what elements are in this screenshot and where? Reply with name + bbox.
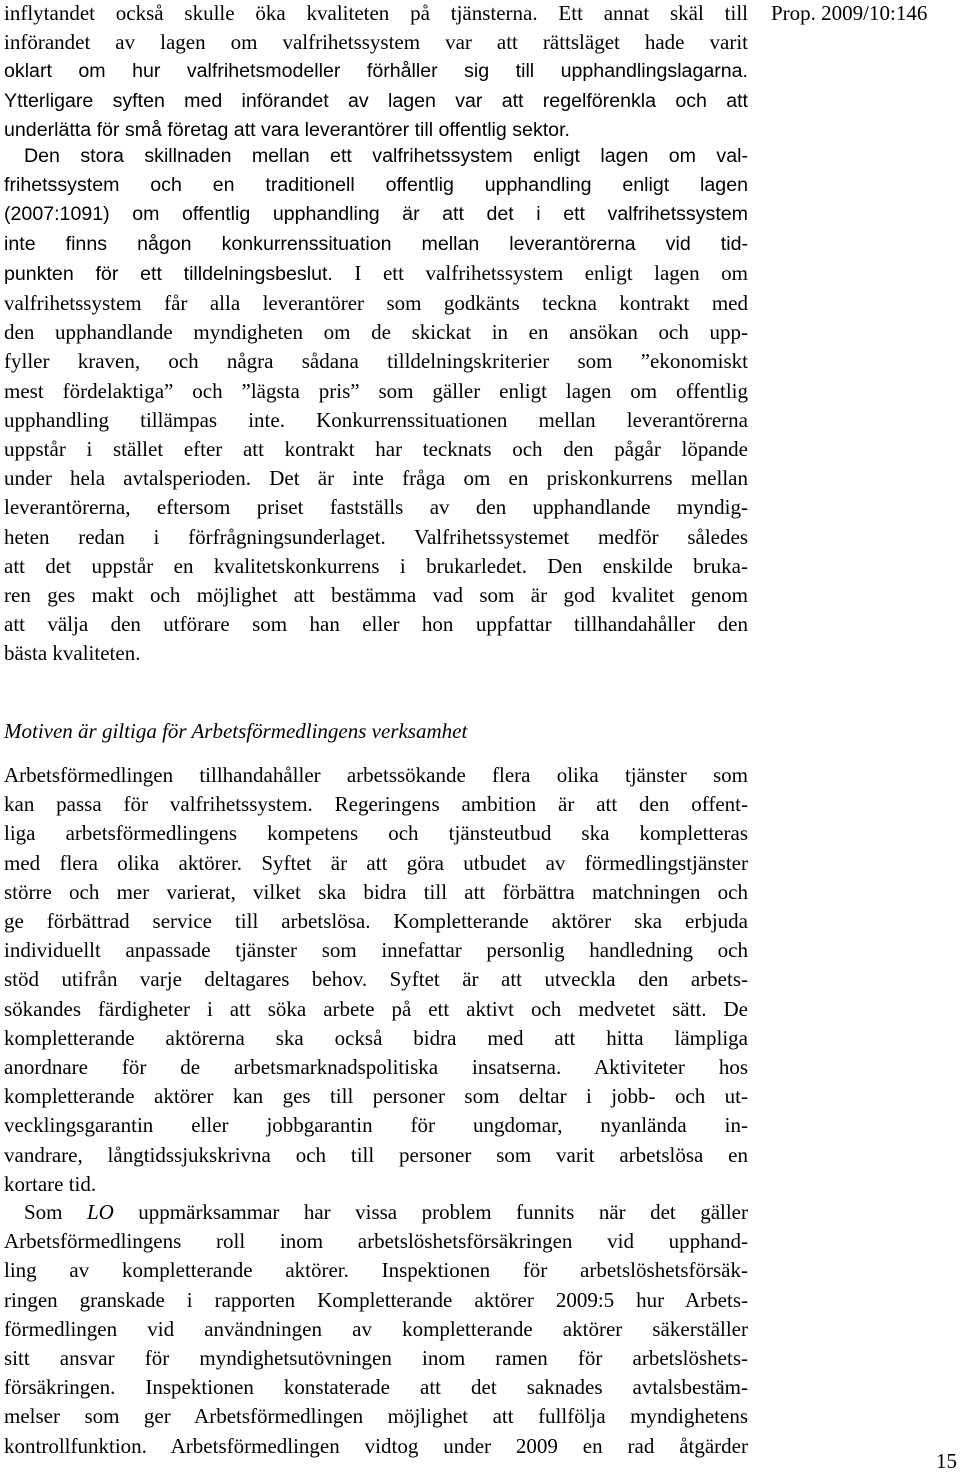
text-line: (2007:1091) om offentlig upphandling är att det i ett valfrihetssystem bbox=[4, 203, 748, 226]
text-line: större och mer varierat, vilket ska bidra till att förbättra matchningen och bbox=[4, 879, 748, 904]
text-line-mixed bbox=[4, 259, 748, 289]
text-line: ringen granskade i rapporten Kompletterande aktörer 2009:5 hur Arbets- bbox=[4, 1287, 748, 1312]
paragraph-valfrihet bbox=[4, 142, 748, 669]
text-line: uppstår i stället efter att kontrakt har tecknats och den pågår löpande bbox=[4, 437, 748, 462]
text-line: införandet av lagen om valfrihetssystem var att rättsläget hade varit bbox=[4, 30, 748, 55]
text-line: kompletterande aktörerna ska också bidra med att hitta lämpliga bbox=[4, 1025, 748, 1050]
text-line: sökandes färdigheter i att söka arbete på ett aktivt och medvetet sätt. De bbox=[4, 996, 748, 1021]
text-line: kompletterande aktörer kan ges till personer som deltar i jobb- och ut- bbox=[4, 1084, 748, 1109]
text-line: fyller kraven, och några sådana tilldelningskriterier som ”ekonomiskt bbox=[4, 349, 748, 374]
text-line: kontrollfunktion. Arbetsförmedlingen vidtog under 2009 en rad åtgärder bbox=[4, 1433, 748, 1458]
text-line: med flera olika aktörer. Syftet är att göra utbudet av förmedlingstjänster bbox=[4, 850, 748, 875]
text-line: individuellt anpassade tjänster som innefattar personlig handledning och bbox=[4, 938, 748, 963]
text-line: kan passa för valfrihetssystem. Regeringens ambition är att den offent- bbox=[4, 792, 748, 817]
text-line: Ytterligare syften med införandet av lagen var att regelförenkla och att bbox=[4, 89, 748, 112]
text-line: att välja den utförare som han eller hon uppfattar tillhandahåller den bbox=[4, 612, 748, 637]
text-line: inflytandet också skulle öka kvaliteten på tjänsterna. Ett annat skäl till bbox=[4, 1, 748, 25]
paragraph-arbetsformedlingen bbox=[4, 761, 748, 1199]
prop-label: Prop. 2009/10:146 bbox=[771, 1, 928, 25]
text-line: ge förbättrad service till arbetslösa. Kompletterande aktörer ska erbjuda bbox=[4, 909, 748, 934]
text-line: vecklingsgarantin eller jobbgarantin för ungdomar, nyanlända in- bbox=[4, 1113, 748, 1138]
text-line: försäkringen. Inspektionen konstaterade att det saknades avtalsbestäm- bbox=[4, 1375, 748, 1400]
text-line: inte finns någon konkurrenssituation mellan leverantörerna vid tid- bbox=[4, 232, 748, 255]
text-line: upphandling tillämpas inte. Konkurrenssituationen mellan leverantörerna bbox=[4, 407, 748, 432]
paragraph-intro bbox=[4, 0, 748, 145]
text-line: underlätta för små företag att vara leverantörer till offentlig sektor. bbox=[4, 118, 570, 141]
text-line: ling av kompletterande aktörer. Inspektionen för arbetslöshetsförsäk- bbox=[4, 1258, 748, 1283]
text-line: den upphandlande myndigheten om de skickat in en ansökan och upp- bbox=[4, 320, 748, 345]
text-line: ren ges makt och möjlighet att bestämma vad som är god kvalitet genom bbox=[4, 583, 748, 608]
text-line: liga arbetsförmedlingens kompetens och tjänsteutbud ska kompletteras bbox=[4, 821, 748, 846]
text-line: frihetssystem och en traditionell offentlig upphandling enligt lagen bbox=[4, 174, 748, 197]
text-line: vandrare, långtidssjukskrivna och till personer som varit arbetslösa en bbox=[4, 1142, 748, 1167]
text-line: anordnare för de arbetsmarknadspolitiska insatserna. Aktiviteter hos bbox=[4, 1055, 748, 1080]
text-line: oklart om hur valfrihetsmodeller förhåller sig till upphandlingslagarna. bbox=[4, 60, 748, 83]
text-line: Den stora skillnaden mellan ett valfrihetssystem enligt lagen om val- bbox=[24, 145, 748, 167]
section-heading: Motiven är giltiga för Arbetsförmedlingens verksamhet bbox=[4, 719, 468, 743]
text-line: bästa kvaliteten. bbox=[4, 641, 141, 666]
text-span-italic: LO bbox=[86, 1200, 114, 1224]
text-line: stöd utifrån varje deltagares behov. Syftet är att utveckla den arbets- bbox=[4, 967, 748, 992]
text-line: melser som ger Arbetsförmedlingen möjlighet att fullfölja myndighetens bbox=[4, 1404, 748, 1429]
text-line: leverantörerna, eftersom priset fastställs av den upphandlande myndig- bbox=[4, 495, 748, 520]
text-line: sitt ansvar för myndighetsutövningen inom ramen för arbetslöshets- bbox=[4, 1346, 748, 1371]
text-line-mixed bbox=[4, 1198, 748, 1227]
text-line: mest fördelaktiga” och ”lägsta pris” som gäller enligt lagen om offentlig bbox=[4, 378, 748, 403]
text-line: kortare tid. bbox=[4, 1171, 97, 1196]
text-line: valfrihetssystem får alla leverantörer som godkänts teckna kontrakt med bbox=[4, 291, 748, 316]
text-line: Arbetsförmedlingen tillhandahåller arbetssökande flera olika tjänster som bbox=[4, 763, 748, 787]
text-span: uppmärksammar har vissa problem funnits när det gäller bbox=[113, 1200, 748, 1224]
text-line: förmedlingen vid användningen av kompletterande aktörer säkerställer bbox=[4, 1316, 748, 1341]
paragraph-lo bbox=[4, 1198, 748, 1461]
text-span-sans: punkten för ett tilldelningsbeslut. bbox=[4, 262, 333, 285]
text-span-serif: I ett valfrihetssystem enligt lagen om bbox=[332, 260, 748, 285]
text-line: heten redan i förfrågningsunderlaget. Valfrihetssystemet medför således bbox=[4, 524, 748, 549]
text-line: att det uppstår en kvalitetskonkurrens i brukarledet. Den enskilde bruka- bbox=[4, 553, 748, 578]
text-span: Som bbox=[24, 1200, 87, 1224]
text-line: under hela avtalsperioden. Det är inte fråga om en priskonkurrens mellan bbox=[4, 466, 748, 491]
page-number: 15 bbox=[936, 1449, 957, 1473]
text-line: Arbetsförmedlingens roll inom arbetslöshetsförsäkringen vid upphand- bbox=[4, 1229, 748, 1254]
